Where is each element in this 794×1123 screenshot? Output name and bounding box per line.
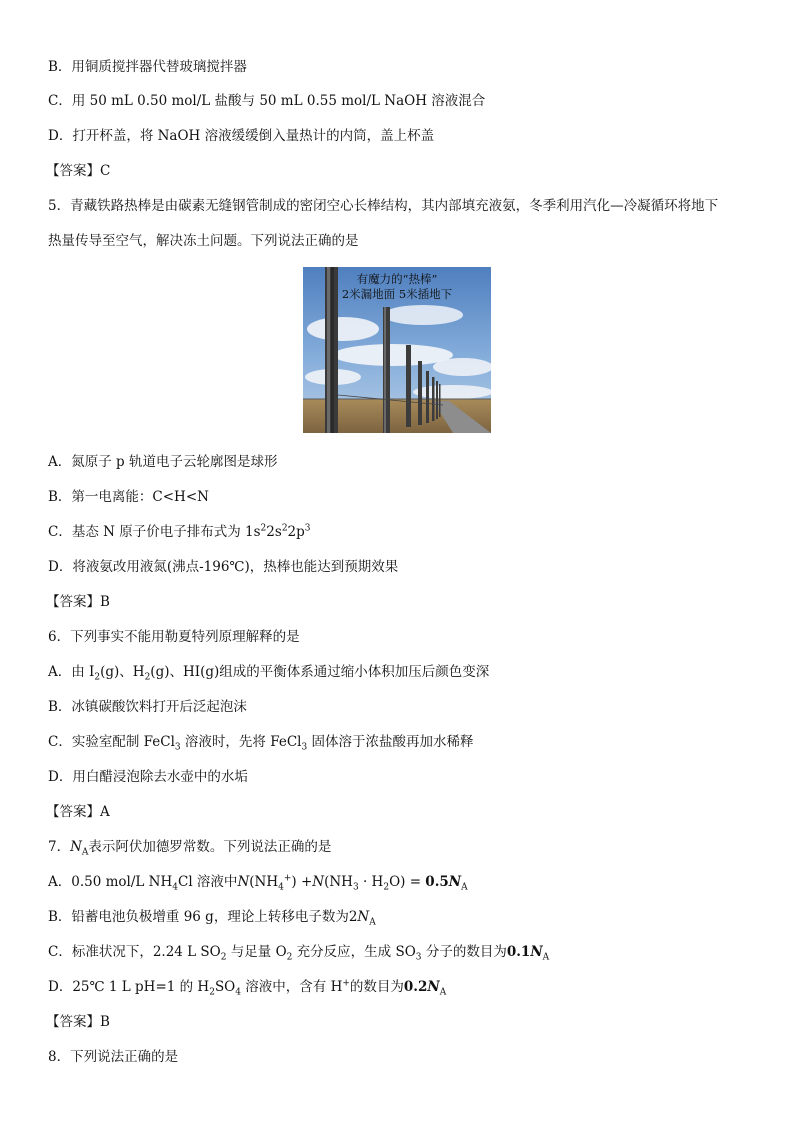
q4-option-d: D．打开杯盖，将 NaOH 溶液缓缓倒入量热计的内筒，盖上杯盖 [48, 128, 435, 144]
heat-rod-photo [303, 267, 491, 433]
q4-answer: 【答案】C [46, 163, 111, 179]
q7-option-a: A．0.50 mol/L $NH_4Cl$ 溶液中$N(NH_4^+) +N(NH_3 \cdot H_2O) = 0.5N_A$ [48, 873, 468, 893]
q4-option-c: C．用 50 mL 0.50 mol/L 盐酸与 50 mL 0.55 mol/L NaOH 溶液混合 [48, 93, 486, 109]
q8-stem: 8．下列说法正确的是 [48, 1049, 179, 1065]
q5-option-b: B．第一电离能：C<H<N [48, 489, 209, 505]
q5-option-d: D．将液氨改用液氮(沸点-196℃)，热棒也能达到预期效果 [48, 559, 399, 575]
q7-stem: 7．$N_A$表示阿伏加德罗常数。下列说法正确的是 [48, 839, 332, 858]
q6-option-a: A．由 $I_2(g)$、$H_2(g)$、HI(g)组成的平衡体系通过缩小体积加压后颜色变深 [48, 664, 490, 683]
q5-stem-line1: 5．青藏铁路热棒是由碳素无缝钢管制成的密闭空心长棒结构，其内部填充液氨，冬季利用汽化—冷凝循环将地下 [48, 198, 719, 214]
q6-answer: 【答案】A [46, 804, 110, 820]
photo-caption-line2: 2米漏地面 5米插地下 [341, 287, 453, 301]
q7-option-c: C．标准状况下，2.24 L $SO_2$ 与足量 $O_2$ 充分反应，生成 $SO_3$ 分子的数目为$0.1N_A$ [48, 944, 550, 963]
q5-option-c: C．基态 N 原子价电子排布式为 $1s^22s^22p^3$ [48, 523, 311, 540]
photo-caption-line1: 有魔力的“热棒” [356, 272, 438, 286]
q7-option-d: D．25℃ 1 L pH=1 的 $H_2SO_4$ 溶液中，含有 H+的数目为$0.2N_A$ [48, 978, 447, 998]
q5-answer: 【答案】B [46, 594, 110, 610]
q6-option-c: C．实验室配制 FeCl$_3$ 溶液时，先将 FeCl$_3$ 固体溶于浓盐酸再加水稀释 [48, 734, 474, 753]
q7-answer: 【答案】B [46, 1014, 110, 1030]
q5-option-a: A．氮原子 p 轨道电子云轮廓图是球形 [48, 454, 278, 470]
q6-option-b: B．冰镇碳酸饮料打开后泛起泡沫 [48, 699, 247, 715]
heat-rod-illustration [303, 267, 491, 433]
q6-option-d: D．用白醋浸泡除去水壶中的水垢 [48, 769, 248, 785]
q6-stem: 6．下列事实不能用勒夏特列原理解释的是 [48, 629, 300, 645]
q4-option-b: B．用铜质搅拌器代替玻璃搅拌器 [48, 59, 247, 75]
q7-option-b: B．铅蓄电池负极增重 96 g，理论上转移电子数为$2N_A$ [48, 909, 376, 928]
q5-stem-line2: 热量传导至空气，解决冻土问题。下列说法正确的是 [48, 233, 359, 249]
